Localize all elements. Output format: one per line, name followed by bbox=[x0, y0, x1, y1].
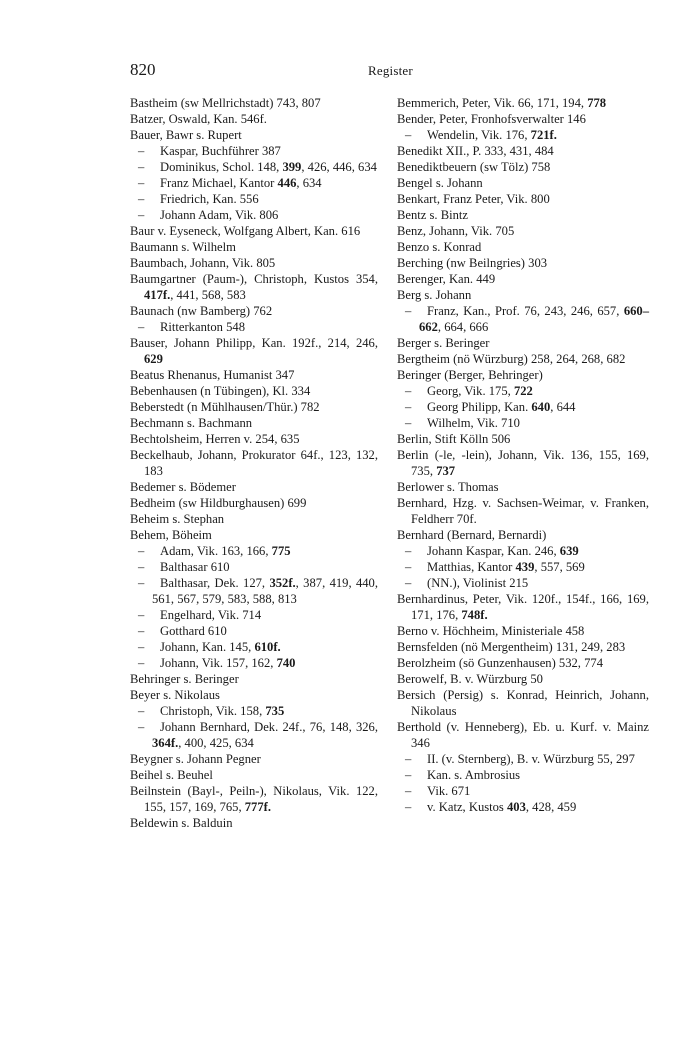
index-subentry bbox=[397, 303, 649, 335]
index-subentry bbox=[130, 607, 378, 623]
entry-text: Baumbach, Johann, Vik. 805 bbox=[130, 256, 276, 270]
entry-text: Johann, Vik. 157, 162, bbox=[160, 656, 277, 670]
main-page-reference: 610f. bbox=[254, 640, 281, 654]
entry-text: Georg Philipp, Kan. bbox=[427, 400, 532, 414]
subentry-dash: – bbox=[405, 800, 412, 814]
entry-text: Berowelf, B. v. Würzburg 50 bbox=[397, 672, 543, 686]
subentry-dash: – bbox=[405, 784, 412, 798]
index-entry bbox=[130, 335, 378, 367]
entry-text: , 664, 666 bbox=[437, 320, 489, 334]
index-entry bbox=[397, 495, 649, 527]
entry-text: Bemmerich, Peter, Vik. 66, 171, 194, bbox=[397, 96, 588, 110]
entry-text: Baumann s. Wilhelm bbox=[130, 240, 236, 254]
main-page-reference: 364f. bbox=[152, 736, 179, 750]
entry-text: Bernhardinus, Peter, Vik. 120f., 154f., 166, 169, 171, 176, bbox=[397, 592, 649, 622]
entry-text: Bedheim (sw Hildburghausen) 699 bbox=[130, 496, 307, 510]
main-page-reference: 352f. bbox=[269, 576, 296, 590]
subentry-dash: – bbox=[138, 560, 145, 574]
index-entry bbox=[397, 351, 649, 367]
subentry-dash: – bbox=[138, 704, 145, 718]
index-entry bbox=[397, 287, 649, 303]
index-entry bbox=[397, 687, 649, 719]
index-entry bbox=[130, 111, 378, 127]
index-entry bbox=[130, 399, 378, 415]
entry-text: Bauer, Bawr s. Rupert bbox=[130, 128, 242, 142]
entry-text: Bender, Peter, Fronhofsverwalter 146 bbox=[397, 112, 586, 126]
entry-text: Behem, Böheim bbox=[130, 528, 212, 542]
subentry-dash: – bbox=[138, 640, 145, 654]
subentry-dash: – bbox=[138, 144, 145, 158]
index-subentry bbox=[397, 751, 649, 767]
index-entry bbox=[130, 511, 378, 527]
entry-text: Benedikt XII., P. 333, 431, 484 bbox=[397, 144, 554, 158]
entry-text: Baur v. Eyseneck, Wolfgang Albert, Kan. 616 bbox=[130, 224, 361, 238]
index-entry bbox=[130, 767, 378, 783]
index-subentry bbox=[397, 575, 649, 591]
entry-text: Franz, Kan., Prof. 76, 243, 246, 657, bbox=[427, 304, 624, 318]
index-subentry bbox=[397, 543, 649, 559]
entry-text: Johann Kaspar, Kan. 246, bbox=[427, 544, 560, 558]
entry-text: Beheim s. Stephan bbox=[130, 512, 225, 526]
index-subentry bbox=[130, 575, 378, 607]
index-subentry bbox=[130, 719, 378, 751]
index-entry bbox=[397, 159, 649, 175]
entry-text: Berenger, Kan. 449 bbox=[397, 272, 496, 286]
entry-text: Baumgartner (Paum-), Christoph, Kustos 354, bbox=[130, 272, 378, 286]
entry-text: Benediktbeuern (sw Tölz) 758 bbox=[397, 160, 551, 174]
subentry-dash: – bbox=[138, 608, 145, 622]
entry-text: Engelhard, Vik. 714 bbox=[160, 608, 262, 622]
main-page-reference: 721f. bbox=[530, 128, 557, 142]
entry-text: Bastheim (sw Mellrichstadt) 743, 807 bbox=[130, 96, 321, 110]
entry-text: Berching (nw Beilngries) 303 bbox=[397, 256, 548, 270]
main-page-reference: 446 bbox=[277, 176, 297, 190]
index-entry bbox=[397, 191, 649, 207]
index-entry bbox=[397, 655, 649, 671]
subentry-dash: – bbox=[405, 576, 412, 590]
index-subentry bbox=[397, 399, 649, 415]
entry-text: Beyer s. Nikolaus bbox=[130, 688, 220, 702]
index-entry bbox=[130, 415, 378, 431]
main-page-reference: 775 bbox=[271, 544, 291, 558]
index-subentry bbox=[130, 143, 378, 159]
main-page-reference: 748f. bbox=[461, 608, 488, 622]
index-entry bbox=[397, 367, 649, 383]
entry-text: Dominikus, Schol. 148, bbox=[160, 160, 283, 174]
index-entry bbox=[397, 255, 649, 271]
index-subentry bbox=[130, 703, 378, 719]
index-subentry bbox=[130, 623, 378, 639]
index-subentry bbox=[130, 559, 378, 575]
subentry-dash: – bbox=[138, 176, 145, 190]
subentry-dash: – bbox=[138, 320, 145, 334]
index-entry bbox=[130, 95, 378, 111]
subentry-dash: – bbox=[405, 384, 412, 398]
main-page-reference: 629 bbox=[144, 352, 163, 366]
entry-text: Bersich (Persig) s. Konrad, Heinrich, Johann, Nikolaus bbox=[397, 688, 649, 718]
index-subentry bbox=[130, 207, 378, 223]
index-entry bbox=[130, 271, 378, 303]
entry-text: Kan. s. Ambrosius bbox=[427, 768, 521, 782]
main-page-reference: 735 bbox=[265, 704, 285, 718]
entry-text: Beckelhaub, Johann, Prokurator 64f., 123, 132, 183 bbox=[130, 448, 378, 478]
main-page-reference: 722 bbox=[513, 384, 533, 398]
index-entry bbox=[130, 751, 378, 767]
index-entry bbox=[397, 239, 649, 255]
index-entry bbox=[397, 207, 649, 223]
entry-text: Beringer (Berger, Behringer) bbox=[397, 368, 543, 382]
main-page-reference: 640 bbox=[531, 400, 551, 414]
index-subentry bbox=[397, 127, 649, 143]
entry-text: Berlin, Stift Kölln 506 bbox=[397, 432, 511, 446]
index-subentry bbox=[397, 767, 649, 783]
index-entry bbox=[397, 143, 649, 159]
entry-text: (NN.), Violinist 215 bbox=[427, 576, 529, 590]
index-subentry bbox=[130, 191, 378, 207]
index-entry bbox=[397, 479, 649, 495]
entry-text: , 387, 419, 440, 561, 567, 579, 583, 588, 813 bbox=[152, 576, 378, 606]
entry-text: , 634 bbox=[296, 176, 322, 190]
entry-text: Bedemer s. Bödemer bbox=[130, 480, 236, 494]
index-entry bbox=[397, 527, 649, 543]
index-entry bbox=[130, 527, 378, 543]
index-entry bbox=[397, 719, 649, 751]
subentry-dash: – bbox=[405, 400, 412, 414]
index-subentry bbox=[130, 655, 378, 671]
subentry-dash: – bbox=[405, 752, 412, 766]
entry-text: Beihel s. Beuhel bbox=[130, 768, 213, 782]
entry-text: Bebenhausen (n Tübingen), Kl. 334 bbox=[130, 384, 311, 398]
entry-text: , 557, 569 bbox=[534, 560, 585, 574]
entry-text: , 428, 459 bbox=[525, 800, 577, 814]
index-entry bbox=[397, 671, 649, 687]
index-subentry bbox=[130, 159, 378, 175]
subentry-dash: – bbox=[405, 128, 412, 142]
entry-text: Friedrich, Kan. 556 bbox=[160, 192, 259, 206]
entry-text: Johann Adam, Vik. 806 bbox=[160, 208, 279, 222]
entry-text: Beatus Rhenanus, Humanist 347 bbox=[130, 368, 295, 382]
index-subentry bbox=[130, 175, 378, 191]
subentry-dash: – bbox=[138, 192, 145, 206]
main-page-reference: 740 bbox=[276, 656, 296, 670]
index-subentry bbox=[397, 783, 649, 799]
index-entry bbox=[397, 591, 649, 623]
index-subentry bbox=[130, 319, 378, 335]
index-subentry bbox=[397, 799, 649, 815]
main-page-reference: 639 bbox=[559, 544, 579, 558]
main-page-reference: 399 bbox=[282, 160, 302, 174]
entry-text: Bernsfelden (nö Mergentheim) 131, 249, 283 bbox=[397, 640, 626, 654]
index-entry bbox=[130, 367, 378, 383]
index-entry bbox=[130, 687, 378, 703]
index-entry bbox=[397, 223, 649, 239]
index-entry bbox=[397, 335, 649, 351]
main-page-reference: 439 bbox=[515, 560, 535, 574]
subentry-dash: – bbox=[405, 768, 412, 782]
entry-text: Baunach (nw Bamberg) 762 bbox=[130, 304, 273, 318]
entry-text: , 644 bbox=[550, 400, 576, 414]
entry-text: Berlower s. Thomas bbox=[397, 480, 499, 494]
entry-text: Batzer, Oswald, Kan. 546f. bbox=[130, 112, 267, 126]
main-page-reference: 778 bbox=[587, 96, 607, 110]
subentry-dash: – bbox=[405, 304, 412, 318]
entry-text: Berolzheim (sö Gunzenhausen) 532, 774 bbox=[397, 656, 603, 670]
entry-text: Berthold (v. Henneberg), Eb. u. Kurf. v. Mainz 346 bbox=[397, 720, 649, 750]
entry-text: Berger s. Beringer bbox=[397, 336, 490, 350]
entry-text: v. Katz, Kustos bbox=[427, 800, 507, 814]
running-head: Register bbox=[368, 63, 413, 78]
index-subentry bbox=[130, 543, 378, 559]
entry-text: Matthias, Kantor bbox=[427, 560, 516, 574]
index-entry bbox=[130, 479, 378, 495]
entry-text: Berlin (-le, -lein), Johann, Vik. 136, 155, 169, 735, bbox=[397, 448, 649, 478]
index-entry bbox=[397, 175, 649, 191]
index-column-left bbox=[130, 95, 378, 831]
entry-text: Gotthard 610 bbox=[160, 624, 227, 638]
main-page-reference: 660–662 bbox=[419, 304, 649, 334]
subentry-dash: – bbox=[138, 160, 145, 174]
index-column-right bbox=[397, 95, 649, 815]
entry-text: Bechtolsheim, Herren v. 254, 635 bbox=[130, 432, 300, 446]
entry-text: Benkart, Franz Peter, Vik. 800 bbox=[397, 192, 550, 206]
entry-text: Beldewin s. Balduin bbox=[130, 816, 233, 830]
entry-text: Benzo s. Konrad bbox=[397, 240, 482, 254]
entry-text: Balthasar, Dek. 127, bbox=[160, 576, 270, 590]
entry-text: Bentz s. Bintz bbox=[397, 208, 469, 222]
entry-text: Bengel s. Johann bbox=[397, 176, 483, 190]
index-entry bbox=[130, 671, 378, 687]
entry-text: Bechmann s. Bachmann bbox=[130, 416, 253, 430]
index-entry bbox=[130, 127, 378, 143]
index-entry bbox=[130, 447, 378, 479]
main-page-reference: 737 bbox=[436, 464, 456, 478]
index-entry bbox=[397, 95, 649, 111]
subentry-dash: – bbox=[138, 656, 145, 670]
entry-text: Franz Michael, Kantor bbox=[160, 176, 278, 190]
entry-text: Ritterkanton 548 bbox=[160, 320, 245, 334]
entry-text: Johann Bernhard, Dek. 24f., 76, 148, 326, bbox=[160, 720, 378, 734]
index-entry bbox=[130, 431, 378, 447]
index-entry bbox=[130, 383, 378, 399]
page-number: 820 bbox=[130, 60, 156, 79]
index-subentry bbox=[397, 559, 649, 575]
index-entry bbox=[397, 639, 649, 655]
entry-text: Balthasar 610 bbox=[160, 560, 230, 574]
index-entry bbox=[130, 303, 378, 319]
index-entry bbox=[397, 447, 649, 479]
entry-text: Bernhard (Bernard, Bernardi) bbox=[397, 528, 547, 542]
entry-text: Wilhelm, Vik. 710 bbox=[427, 416, 520, 430]
index-entry bbox=[130, 223, 378, 239]
entry-text: Wendelin, Vik. 176, bbox=[427, 128, 531, 142]
index-entry bbox=[397, 623, 649, 639]
subentry-dash: – bbox=[405, 560, 412, 574]
main-page-reference: 777f. bbox=[244, 800, 271, 814]
index-entry bbox=[397, 431, 649, 447]
subentry-dash: – bbox=[138, 208, 145, 222]
subentry-dash: – bbox=[405, 544, 412, 558]
main-page-reference: 417f. bbox=[144, 288, 171, 302]
subentry-dash: – bbox=[138, 544, 145, 558]
entry-text: Bauser, Johann Philipp, Kan. 192f., 214, 246, bbox=[130, 336, 378, 350]
index-subentry bbox=[397, 383, 649, 399]
entry-text: , 441, 568, 583 bbox=[170, 288, 246, 302]
index-entry bbox=[130, 495, 378, 511]
entry-text: Johann, Kan. 145, bbox=[160, 640, 255, 654]
entry-text: Beilnstein (Bayl-, Peiln-), Nikolaus, Vik. 122, 155, 157, 169, 765, bbox=[130, 784, 378, 814]
entry-text: Georg, Vik. 175, bbox=[427, 384, 514, 398]
entry-text: Berno v. Höchheim, Ministeriale 458 bbox=[397, 624, 585, 638]
index-subentry bbox=[397, 415, 649, 431]
entry-text: Adam, Vik. 163, 166, bbox=[160, 544, 272, 558]
main-page-reference: 403 bbox=[506, 800, 526, 814]
entry-text: Bergtheim (nö Würzburg) 258, 264, 268, 682 bbox=[397, 352, 626, 366]
subentry-dash: – bbox=[138, 720, 145, 734]
index-entry bbox=[130, 239, 378, 255]
index-entry bbox=[397, 111, 649, 127]
subentry-dash: – bbox=[138, 624, 145, 638]
entry-text: Beygner s. Johann Pegner bbox=[130, 752, 261, 766]
entry-text: , 400, 425, 634 bbox=[178, 736, 254, 750]
entry-text: Behringer s. Beringer bbox=[130, 672, 239, 686]
index-subentry bbox=[130, 639, 378, 655]
index-entry bbox=[130, 815, 378, 831]
index-entry bbox=[130, 255, 378, 271]
entry-text: Kaspar, Buchführer 387 bbox=[160, 144, 281, 158]
entry-text: Benz, Johann, Vik. 705 bbox=[397, 224, 515, 238]
entry-text: Berg s. Johann bbox=[397, 288, 472, 302]
entry-text: II. (v. Sternberg), B. v. Würzburg 55, 297 bbox=[427, 752, 635, 766]
subentry-dash: – bbox=[405, 416, 412, 430]
entry-text: Beberstedt (n Mühlhausen/Thür.) 782 bbox=[130, 400, 320, 414]
entry-text: Vik. 671 bbox=[427, 784, 471, 798]
index-entry bbox=[130, 783, 378, 815]
entry-text: Christoph, Vik. 158, bbox=[160, 704, 266, 718]
entry-text: Bernhard, Hzg. v. Sachsen-Weimar, v. Franken, Feldherr 70f. bbox=[397, 496, 649, 526]
index-entry bbox=[397, 271, 649, 287]
entry-text: , 426, 446, 634 bbox=[301, 160, 377, 174]
subentry-dash: – bbox=[138, 576, 145, 590]
